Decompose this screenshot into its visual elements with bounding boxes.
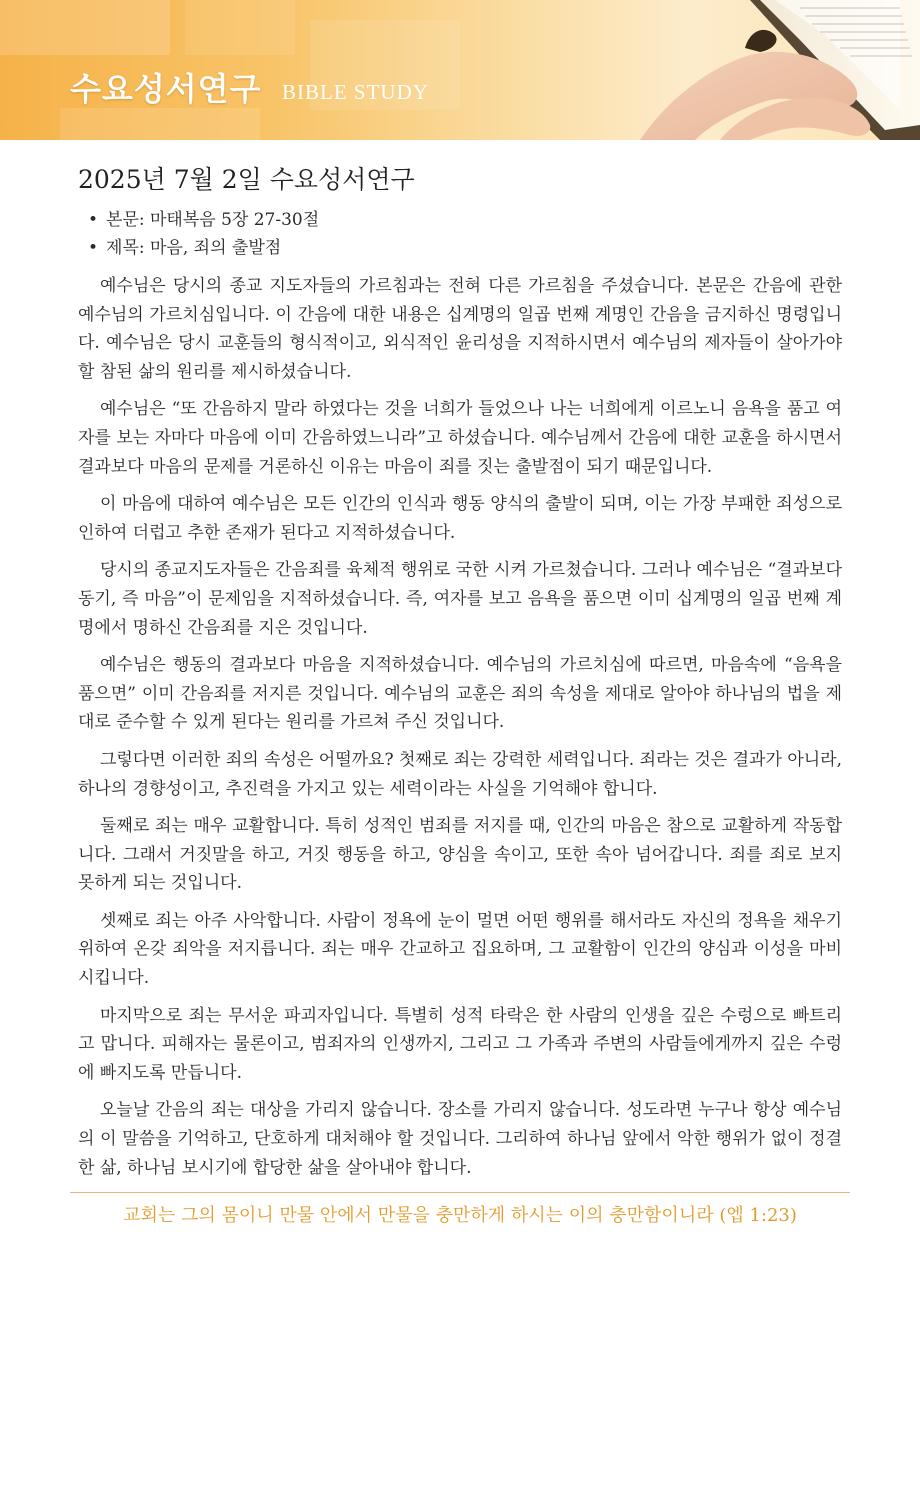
footer-divider: [70, 1192, 850, 1193]
section-title: 수요성서연구: [70, 70, 262, 108]
paragraph: 당시의 종교지도자들은 간음죄를 육체적 행위로 국한 시켜 가르쳤습니다. 그러나 예수님은 “결과보다 동기, 즉 마음”이 문제임을 지적하셨습니다. 즉, 여자를 보고 음욕을 품으면 이미 십계명의 일곱 번째 계명에서 명하신 간음죄를 지은 것입니다.: [78, 560, 842, 638]
paragraph: 둘째로 죄는 매우 교활합니다. 특히 성적인 범죄를 저지를 때, 인간의 마음은 참으로 교활하게 작동합니다. 그래서 거짓말을 하고, 거짓 행동을 하고, 양심을 속이고, 또한 속아 넘어갑니다. 죄를 죄로 보지 못하게 되는 것입니다.: [78, 816, 842, 894]
paragraph: 예수님은 당시의 종교 지도자들의 가르침과는 전혀 다른 가르침을 주셨습니다. 본문은 간음에 관한 예수님의 가르치심입니다. 이 간음에 대한 내용은 십계명의 일곱 번째 계명인 간음을 금지하신 명령입니다. 예수님은 당시 교훈들의 형식적이고, 외식적인 윤리성을 지적하시면서 예수님의 제자들이 살아가야 할 참된 삶의 원리를 제시하셨습니다.: [78, 276, 842, 382]
banner-tile: [185, 0, 295, 55]
article-meta: [88, 206, 920, 262]
banner-tile: [60, 108, 260, 140]
footer-verse: 교회는 그의 몸이니 만물 안에서 만물을 충만하게 하시는 이의 충만함이니라 (엡 1:23): [123, 1205, 797, 1227]
header-banner: [0, 0, 920, 140]
paragraph: 마지막으로 죄는 무서운 파괴자입니다. 특별히 성적 타락은 한 사람의 인생을 깊은 수렁으로 빠트리고 맙니다. 피해자는 물론이고, 범죄자의 인생까지, 그리고 그 가족과 주변의 사람들에게까지 깊은 수렁에 빠지도록 만듭니다.: [78, 1005, 842, 1083]
paragraph: 예수님은 행동의 결과보다 마음을 지적하셨습니다. 예수님의 가르치심에 따르면, 마음속에 “음욕을 품으면” 이미 간음죄를 저지른 것입니다. 예수님의 교훈은 죄의 속성을 제대로 알아야 하나님의 법을 제대로 준수할 수 있게 된다는 원리를 가르쳐 주신 것입니다.: [78, 655, 842, 733]
bible-hands-image: [600, 0, 920, 140]
article-title: 2025년 7월 2일 수요성서연구: [78, 165, 415, 194]
section-subtitle: BIBLE STUDY: [282, 80, 429, 104]
paragraph: 오늘날 간음의 죄는 대상을 가리지 않습니다. 장소를 가리지 않습니다. 성도라면 누구나 항상 예수님의 이 말씀을 기억하고, 단호하게 대처해야 할 것입니다. 그리하여 하나님 앞에서 악한 행위가 없이 정결한 삶, 하나님 보시기에 합당한 삶을 살아내야 합니다.: [78, 1100, 842, 1178]
paragraph: 그렇다면 이러한 죄의 속성은 어떨까요? 첫째로 죄는 강력한 세력입니다. 죄라는 것은 결과가 아니라, 하나의 경향성이고, 추진력을 가지고 있는 세력이라는 사실을 기억해야 합니다.: [78, 749, 842, 799]
sermon-topic: • 제목: 마음, 죄의 출발점: [88, 234, 920, 262]
article: [0, 140, 920, 1227]
paragraph: 예수님은 “또 간음하지 말라 하였다는 것을 너희가 들었으나 나는 너희에게 이르노니 음욕을 품고 여자를 보는 자마다 마음에 이미 간음하였느니라”고 하셨습니다. 예수님께서 간음에 대한 교훈을 하시면서 결과보다 마음의 문제를 거론하신 이유는 마음이 죄를 짓는 출발점이 되기 때문입니다.: [78, 399, 842, 477]
scripture-reference: • 본문: 마태복음 5장 27-30절: [88, 206, 920, 234]
paragraph: 셋째로 죄는 아주 사악합니다. 사람이 정욕에 눈이 멀면 어떤 행위를 해서라도 자신의 정욕을 채우기 위하여 온갖 죄악을 저지릅니다. 죄는 매우 간교하고 집요하며, 그 교활함이 인간의 양심과 이성을 마비시킵니다.: [78, 910, 842, 989]
banner-tile: [0, 0, 170, 55]
paragraph: 이 마음에 대하여 예수님은 모든 인간의 인식과 행동 양식의 출발이 되며, 이는 가장 부패한 죄성으로 인하여 더럽고 추한 존재가 된다고 지적하셨습니다.: [78, 494, 842, 543]
